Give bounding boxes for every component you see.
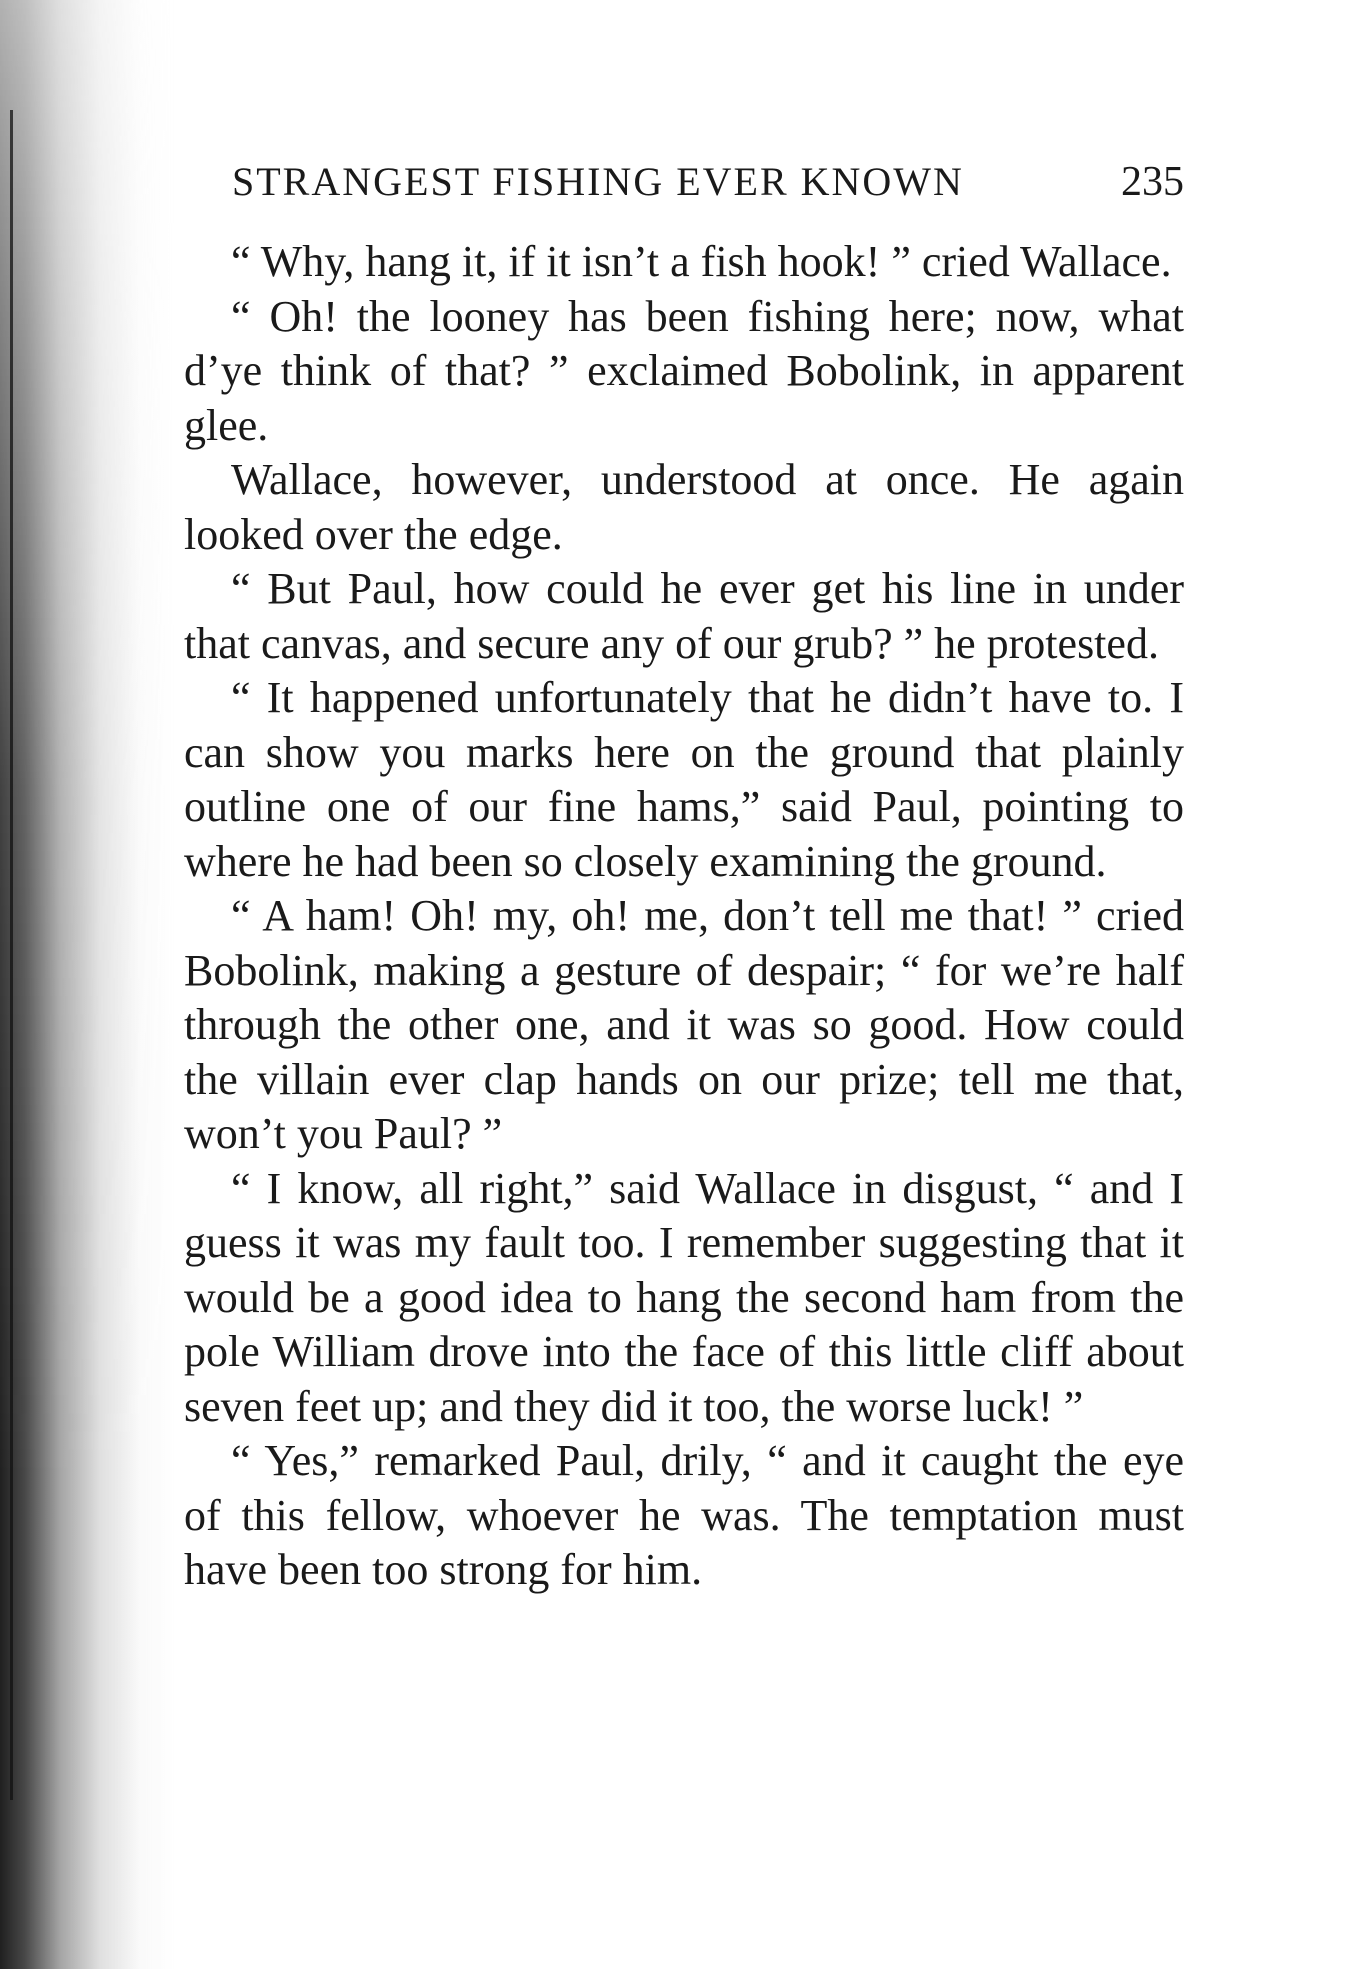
paragraph: “ Oh! the looney has been fishing here; now, what d’ye think of that? ” exclaimed Bobolink, in apparent glee.	[184, 291, 1184, 450]
body-text	[184, 235, 1184, 1598]
paragraph: “ Why, hang it, if it isn’t a fish hook! ” cried Wallace.	[231, 237, 1172, 286]
paragraph: “ It happened unfortunately that he didn’t have to. I can show you marks here on the ground that plainly outline one of our fine hams,” said Paul, pointing to where he had been so closely examining the ground.	[184, 673, 1184, 886]
running-head-title: STRANGEST FISHING EVER KNOWN	[232, 159, 964, 204]
paragraph: Wallace, however, understood at once. He again looked over the edge.	[184, 455, 1184, 559]
running-header	[232, 158, 1184, 210]
scan-binding-shadow	[0, 0, 175, 1969]
paragraph: “ I know, all right,” said Wallace in disgust, “ and I guess it was my fault too. I remember suggesting that it would be a good idea to hang the second ham from the pole William drove into the face of this little cliff about seven feet up; and they did it too, the worse luck! ”	[184, 1163, 1184, 1431]
paragraph: “ Yes,” remarked Paul, drily, “ and it caught the eye of this fellow, whoever he was. The temptation must have been too strong for him.	[184, 1436, 1184, 1594]
paragraph: “ But Paul, how could he ever get his line in under that canvas, and secure any of our grub? ” he protested.	[184, 564, 1184, 668]
paragraph: “ A ham! Oh! my, oh! me, don’t tell me that! ” cried Bobolink, making a gesture of despair; “ for we’re half through the other one, and it was so good. How could the villain ever clap hands on our prize; tell me that, won’t you Paul? ”	[184, 891, 1184, 1158]
page-number: 235	[1121, 159, 1184, 205]
scan-binding-line	[10, 110, 13, 1800]
